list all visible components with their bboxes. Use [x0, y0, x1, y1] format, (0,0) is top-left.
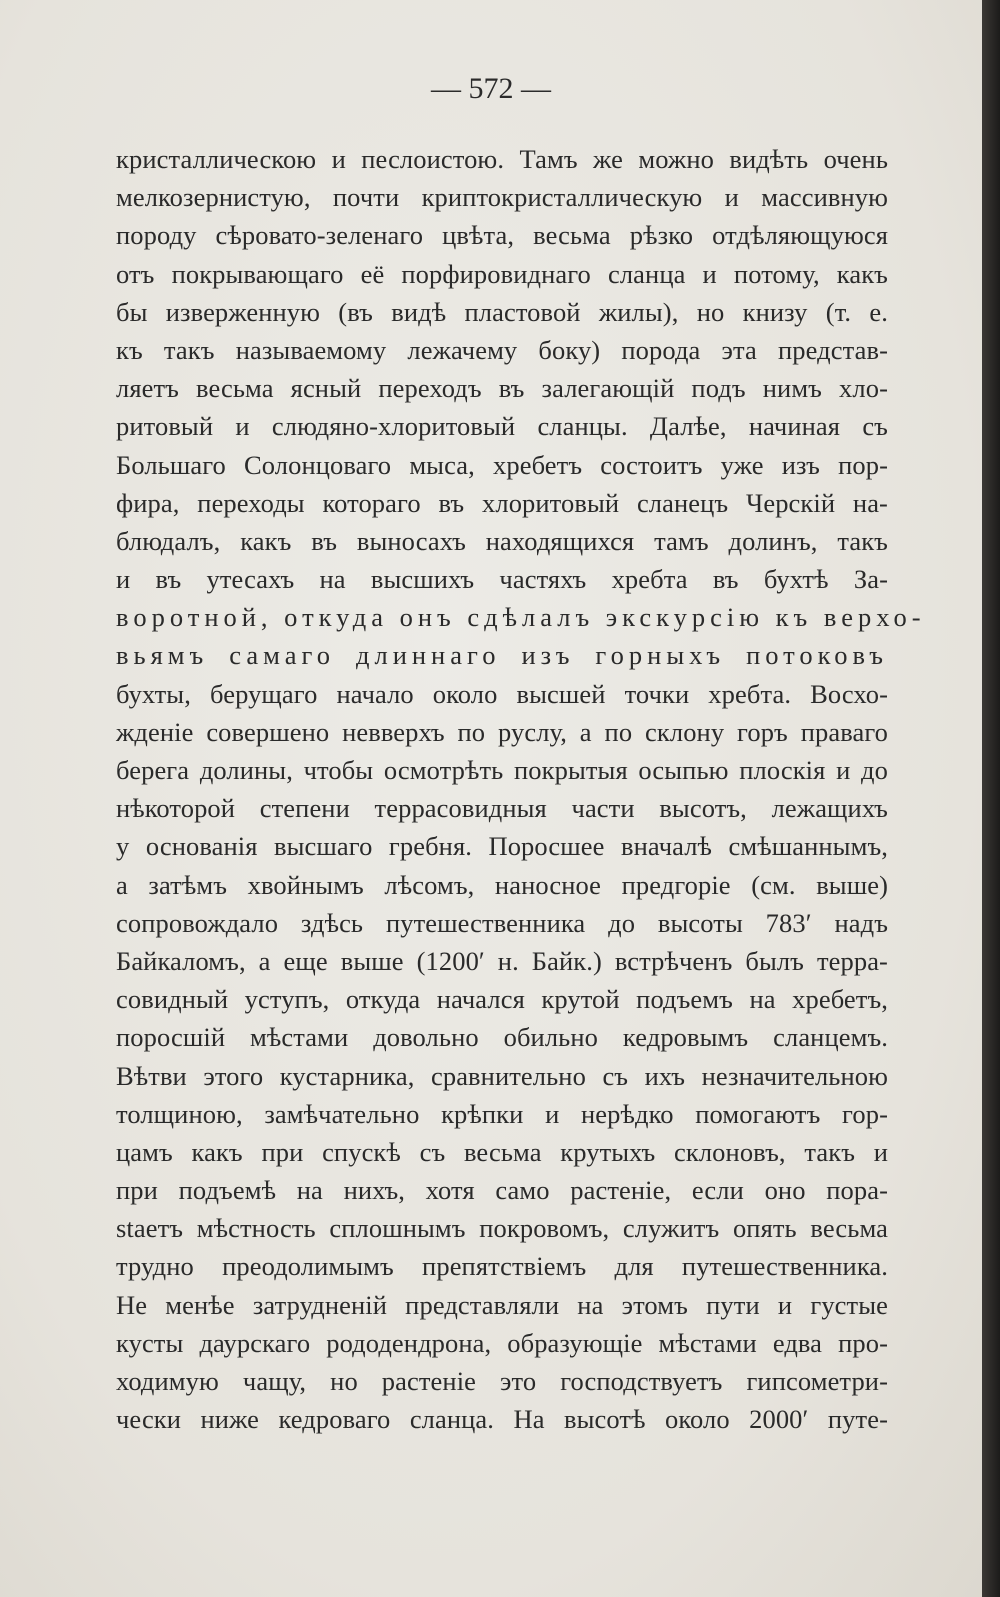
text-line: у основанія высшаго гребня. Поросшее вначалѣ смѣшаннымъ, [116, 831, 888, 862]
text-line: жденіе совершено невверхъ по руслу, а по склону горъ праваго [116, 716, 888, 747]
text-line: при подъемѣ на нихъ, хотя само растеніе, если оно пора- [116, 1175, 888, 1206]
text-line: совидный уступъ, откуда начался крутой подъемъ на хребетъ, [116, 984, 888, 1015]
text-line: цамъ какъ при спускѣ съ весьма крутыхъ склоновъ, такъ и [116, 1136, 888, 1167]
text-line: кристаллическою и песлоистою. Тамъ же можно видѣть очень [116, 144, 888, 174]
text-line: породу сѣровато-зеленаго цвѣта, весьма рѣзко отдѣляющуюся [116, 220, 888, 251]
text-line: ритовый и слюдяно-хлоритовый сланцы. Далѣе, начиная съ [116, 411, 888, 442]
book-spine-shadow [982, 0, 1000, 1597]
text-line: Большаго Солонцоваго мыса, хребетъ состоитъ уже изъ пор- [116, 449, 888, 480]
text-line: толщиною, замѣчательно крѣпки и нерѣдко помогаютъ гор- [116, 1098, 888, 1129]
text-line: Вѣтви этого кустарника, сравнительно съ ихъ незначительною [116, 1060, 888, 1091]
text-line: трудно преодолимымъ препятствіемъ для путешественника. [116, 1251, 888, 1282]
text-line: и въ утесахъ на высшихъ частяхъ хребта въ бухтѣ За- [116, 564, 888, 595]
text-line: бы изверженную (въ видѣ пластовой жилы), но книзу (т. е. [116, 296, 888, 327]
text-line: а затѣмъ хвойнымъ лѣсомъ, наносное предгоріе (см. выше) [116, 869, 888, 900]
text-line: ляетъ весьма ясный переходъ въ залегающій подъ нимъ хло- [116, 373, 888, 404]
text-line: чески ниже кедроваго сланца. На высотѣ около 2000′ путе- [116, 1404, 888, 1435]
text-line: вьямъ самаго длиннаго изъ горныхъ потоковъ [116, 640, 888, 671]
text-line: воротной, откуда онъ сдѣлалъ экскурсію къ верхо- [116, 602, 926, 633]
text-line: Байкаломъ, а еще выше (1200′ н. Байк.) встрѣченъ былъ терра- [116, 945, 888, 976]
body-text [116, 140, 926, 1438]
text-line: бухты, берущаго начало около высшей точки хребта. Восхо- [116, 678, 888, 709]
text-line: берега долины, чтобы осмотрѣть покрытыя осыпью плоскія и до [116, 755, 888, 785]
text-line: блюдалъ, какъ въ выносахъ находящихся тамъ долинъ, такъ [116, 525, 888, 556]
text-line: ходимую чащу, но растеніе это господствуетъ гипсометри- [116, 1366, 888, 1396]
text-line: кусты даурскаго рододендрона, образующіе мѣстами едва про- [116, 1327, 888, 1358]
text-line: къ такъ называемому лежачему боку) порода эта представ- [116, 334, 888, 365]
text-line: фира, переходы котораго въ хлоритовый сланецъ Черскій на- [116, 487, 888, 518]
text-line: нѣкоторой степени террасовидныя части высотъ, лежащихъ [116, 793, 888, 824]
text-line: поросшій мѣстами довольно обильно кедровымъ сланцемъ. [116, 1022, 888, 1053]
text-line: сопровождало здѣсь путешественника до высоты 783′ надъ [116, 907, 888, 938]
text-line: Не менѣе затрудненій представляли на этомъ пути и густые [116, 1289, 888, 1320]
text-line: отъ покрывающаго её порфировиднаго сланца и потому, какъ [116, 258, 888, 289]
text-line: мелкозернистую, почти криптокристаллическую и массивную [116, 182, 888, 213]
text-line: staетъ мѣстность сплошнымъ покровомъ, служитъ опять весьма [116, 1213, 888, 1244]
page-number: — 572 — [431, 72, 551, 105]
